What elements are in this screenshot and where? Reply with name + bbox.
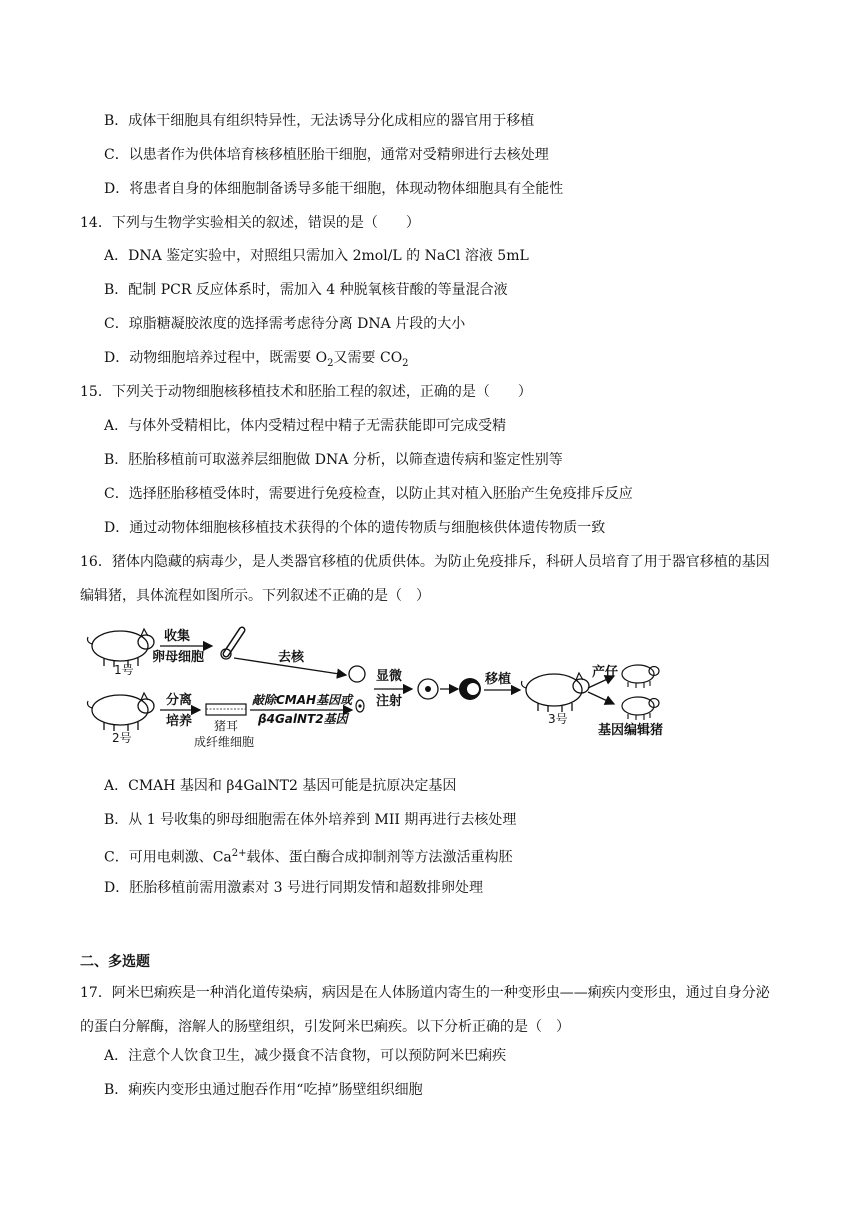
q14-option-d (104, 348, 409, 374)
pig-1-icon (88, 629, 155, 667)
q14-stem: 14．下列与生物学实验相关的叙述，错误的是（ ） (80, 215, 420, 231)
q13-option-c: C．以患者作为供体培育核移植胚胎干细胞，通常对受精卵进行去核处理 (104, 147, 549, 163)
pig-3-label: 3号 (548, 712, 568, 726)
q14-d-part1: D．动物细胞培养过程中，既需要 O (104, 350, 328, 366)
oocyte-label: 卵母细胞 (152, 650, 205, 665)
q17-stem: 17．阿米巴痢疾是一种消化道传染病，病因是在人体肠道内寄生的一种变形虫——痢疾内变形虫，通过自身分泌的蛋白分解酶，溶解人的肠壁组织，引发阿米巴痢疾。以下分析正确的是（ ） (80, 985, 770, 1035)
arrow-birth-2 (588, 692, 614, 704)
pig-2-icon (88, 693, 155, 731)
q16-option-c (104, 844, 513, 868)
collect-label: 收集 (164, 629, 191, 644)
micro-label: 显微 (376, 669, 403, 684)
inject-label: 注射 (376, 694, 403, 709)
q14-d-sub1: 2 (327, 357, 334, 369)
culture-label: 培养 (166, 714, 193, 729)
reconstructed-cell-icon (418, 679, 438, 699)
ear-label: 猪耳 (214, 719, 239, 733)
q14-option-c: C．琼脂糖凝胶浓度的选择需考虑待分离 DNA 片段的大小 (104, 316, 466, 332)
culture-dish-icon (206, 704, 246, 715)
q15-option-b: B．胚胎移植前可取滋养层细胞做 DNA 分析，以筛查遗传病和鉴定性别等 (104, 452, 563, 468)
pig-3-icon (522, 673, 590, 712)
section-heading: 二、多选题 (80, 954, 150, 970)
q14-d-part2: 又需要 CO (333, 350, 403, 366)
q16-option-a: A．CMAH 基因和 β4GalNT2 基因可能是抗原决定基因 (104, 778, 457, 794)
enucleated-oocyte-icon (349, 666, 365, 682)
donor-cell-icon (356, 700, 364, 712)
q16-c-part1: C．可用电刺激、Ca (104, 849, 232, 866)
q16-option-b: B．从 1 号收集的卵母细胞需在体外培养到 MII 期再进行去核处理 (104, 812, 517, 828)
q14-option-b: B．配制 PCR 反应体系时，需加入 4 种脱氧核苷酸的等量混合液 (104, 282, 508, 298)
gene-editing-pig-flowchart (80, 624, 680, 749)
q13-option-b: B．成体干细胞具有组织特异性，无法诱导分化成相应的器官用于移植 (104, 113, 535, 129)
test-tube-icon (221, 630, 242, 659)
q17-option-a: A．注意个人饮食卫生，减少摄食不洁食物，可以预防阿米巴痢疾 (104, 1048, 507, 1064)
q14-d-sub2: 2 (402, 357, 409, 369)
piglet-1-icon (622, 665, 659, 688)
q13-option-d: D．将患者自身的体细胞制备诱导多能干细胞，体现动物体细胞具有全能性 (104, 181, 564, 197)
pig-2-label: 2号 (112, 731, 132, 745)
result-label: 基因编辑猪 (598, 723, 664, 738)
piglet-2-icon (622, 697, 659, 720)
gene-label: β4GalNT2基因 (258, 712, 348, 726)
enucleate-label: 去核 (278, 650, 305, 665)
transplant-label: 移植 (485, 672, 512, 687)
knockout-label: 敲除CMAH基因或 (252, 693, 353, 707)
q14-option-a: A．DNA 鉴定实验中，对照组只需加入 2mol/L 的 NaCl 溶液 5mL (104, 248, 529, 264)
embryo-icon (459, 678, 481, 700)
q15-option-a: A．与体外受精相比，体内受精过程中精子无需获能即可完成受精 (104, 418, 507, 434)
separate-label: 分离 (166, 693, 193, 708)
fibroblast-label: 成纤维细胞 (194, 735, 255, 749)
q16-option-d: D．胚胎移植前需用激素对 3 号进行同期发情和超数排卵处理 (104, 880, 484, 896)
q16-stem: 16．猪体内隐藏的病毒少，是人类器官移植的优质供体。为防止免疫排斥，科研人员培育了用于器官移植的基因编辑猪，具体流程如图所示。下列叙述不正确的是（ ） (80, 554, 770, 604)
q16-c-sup: 2+ (231, 848, 247, 859)
q15-option-d: D．通过动物体细胞核移植技术获得的个体的遗传物质与细胞核供体遗传物质一致 (104, 520, 606, 536)
birth-label: 产仔 (592, 665, 619, 680)
q15-stem: 15．下列关于动物细胞核移植技术和胚胎工程的叙述，正确的是（ ） (80, 384, 532, 400)
q16-c-part2: 载体、蛋白酶合成抑制剂等方法激活重构胚 (246, 849, 513, 866)
pig-1-label: 1号 (114, 663, 134, 677)
q17-option-b: B．痢疾内变形虫通过胞吞作用“吃掉”肠壁组织细胞 (104, 1082, 423, 1098)
q15-option-c: C．选择胚胎移植受体时，需要进行免疫检查，以防止其对植入胚胎产生免疫排斥反应 (104, 486, 633, 502)
